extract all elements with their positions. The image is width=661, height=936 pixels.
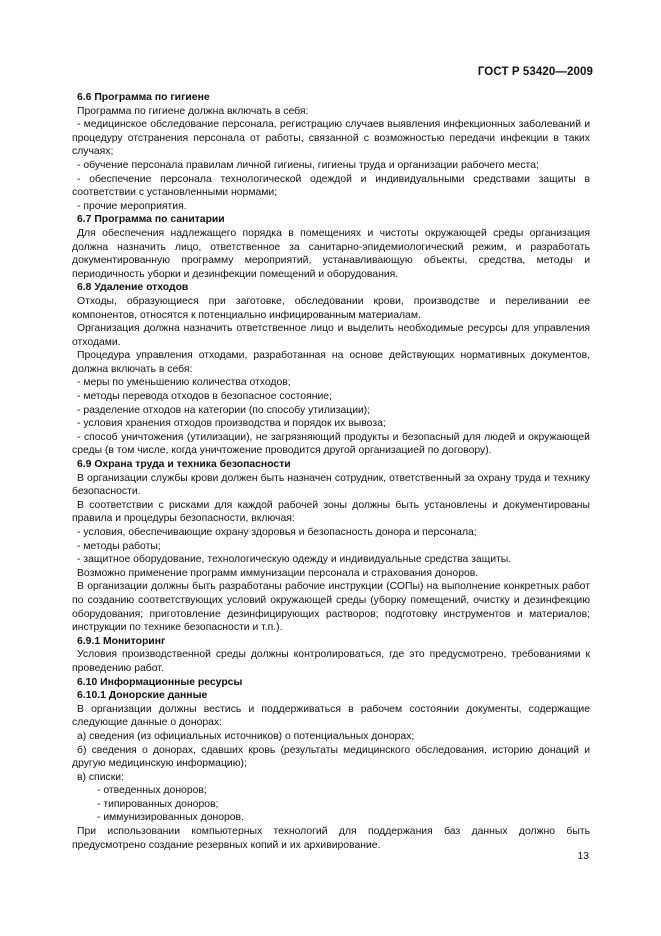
paragraph: В соответствии с рисками для каждой рабочей зоны должны быть установлены и документированы правила и процедуры безопасности, включая: — [72, 499, 590, 525]
section-heading: 6.10 Информационные ресурсы — [77, 676, 243, 688]
paragraph: - обеспечение персонала технологической одеждой и индивидуальными средствами защиты в соответствии с установленными нормами; — [72, 173, 590, 199]
paragraph: Организация должна назначить ответственное лицо и выделить необходимые ресурсы для управления отходами. — [72, 323, 590, 348]
paragraph: - обучение персонала правилам личной гигиены, гигиены труда и организации рабочего места; — [77, 159, 539, 171]
section-heading: 6.6 Программа по гигиене — [77, 92, 210, 103]
paragraph: - защитное оборудование, технологическую одежду и индивидуальные средства защиты. — [77, 554, 512, 566]
paragraph: - методы работы; — [77, 540, 161, 552]
paragraph: В организации службы крови должен быть назначен сотрудник, ответственный за охрану труда и технику безопасности. — [72, 472, 590, 498]
document-id: ГОСТ Р 53420—2009 — [477, 66, 593, 78]
section-heading: 6.9 Охрана труда и техника безопасности — [77, 459, 291, 471]
document-body — [72, 91, 590, 852]
paragraph: - способ уничтожения (утилизации), не загрязняющий продукты и безопасный для людей и окружающей среды (в том числе, когда уничтожение проводится другой организацией по договору). — [72, 431, 590, 457]
sub-list-item: - отведенных доноров; — [97, 785, 207, 797]
paragraph: Для обеспечения надлежащего порядка в помещениях и чистоты окружающей среды организация должна назначить лицо, ответственное за санитарно-эпидемиологический режим, и разработать документированную программу мероприятий, устанавливающую объекты, средства, методы и периодичность уборки и дезинфекции помещений и оборудования. — [72, 227, 590, 280]
paragraph: Отходы, образующиеся при заготовке, обследовании крови, производстве и переливании ее компонентов, относятся к потенциально инфицированным материалам. — [72, 295, 590, 321]
paragraph: Возможно применение программ иммунизации персонала и страхования доноров. — [77, 567, 479, 579]
paragraph: в) списки: — [77, 771, 124, 783]
paragraph: а) сведения (из официальных источников) о потенциальных донорах; — [77, 730, 415, 742]
section-heading: 6.9.1 Мониторинг — [77, 635, 166, 647]
paragraph: - условия хранения отходов производства и порядок их вывоза; — [77, 418, 386, 430]
paragraph: б) сведения о донорах, сдавших кровь (результаты медицинского обследования, историю донаций и другую медицинскую информацию); — [72, 744, 590, 770]
paragraph: - медицинское обследование персонала, регистрацию случаев выявления инфекционных заболеваний и процедуру отстранения персонала от работы, связанной с возможностью передачи инфекции в таких случаях; — [72, 119, 590, 158]
paragraph: В организации должны быть разработаны рабочие инструкции (СОПы) на выполнение конкретных работ по созданию соответствующих условий окружающей среды (уборку помещений, очистку и дезинфекцию оборудования; приготовление дезинфицирующих растворов; подготовку инструментов и материалов; инструкции по технике безопасности и т.п.). — [72, 581, 590, 634]
paragraph: - условия, обеспечивающие охрану здоровья и безопасность донора и персонала; — [77, 527, 477, 538]
paragraph: - меры по уменьшению количества отходов; — [77, 377, 291, 389]
paragraph: При использовании компьютерных технологий для поддержания баз данных должно быть предусмотрено создание резервных копий и их архивирование. — [72, 826, 590, 851]
section-heading: 6.8 Удаление отходов — [77, 282, 189, 294]
page-number: 13 — [577, 851, 589, 862]
paragraph: Процедура управления отходами, разработанная на основе действующих нормативных документов, должна включать в себя: — [72, 350, 590, 375]
paragraph: Условия производственной среды должны контролироваться, где это предусмотрено, требованиями к проведению работ. — [72, 649, 590, 674]
paragraph: В организации должны вестись и поддерживаться в рабочем состоянии документы, содержащие следующие данные о донорах: — [72, 703, 590, 729]
section-heading: 6.10.1 Донорские данные — [77, 690, 208, 702]
paragraph: Программа по гигиене должна включать в себя: — [77, 105, 309, 117]
paragraph: - методы перевода отходов в безопасное состояние; — [77, 391, 332, 403]
paragraph: - прочие мероприятия. — [77, 200, 187, 212]
sub-list-item: - иммунизированных доноров. — [97, 812, 244, 824]
section-heading: 6.7 Программа по санитарии — [77, 214, 225, 226]
paragraph: - разделение отходов на категории (по способу утилизации); — [77, 404, 371, 416]
sub-list-item: - типированных доноров; — [97, 798, 219, 810]
